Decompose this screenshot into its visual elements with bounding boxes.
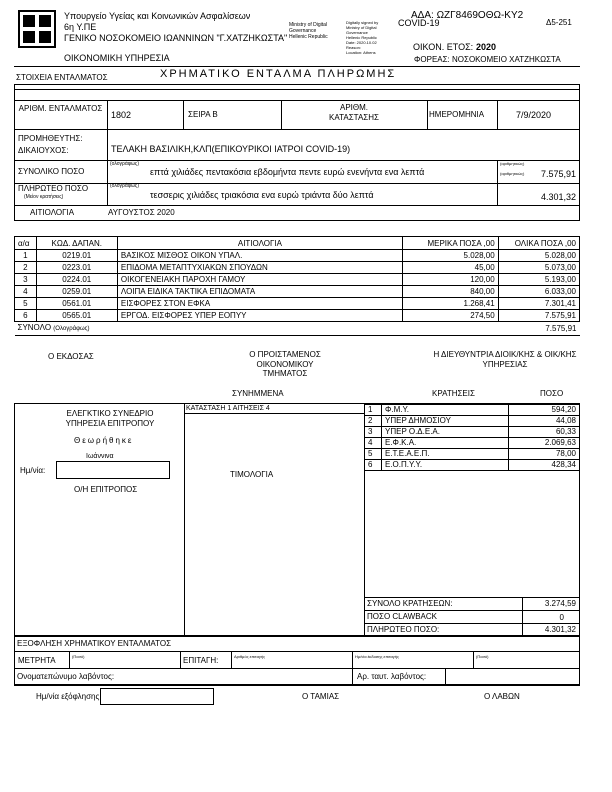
expense-description: ΕΡΓΟΔ. ΕΙΣΦΟΡΕΣ ΥΠΕΡ ΕΟΠΥΥ — [117, 310, 402, 322]
deduction-name: ΥΠΕΡ Ο.Δ.Ε.Α. — [382, 427, 509, 438]
cheque-amount-tag: (Ποσό) — [476, 654, 489, 659]
stamp-line: Date: 2020.10.02 — [346, 40, 377, 45]
deduction-amount: 78,00 — [509, 449, 580, 460]
deduction-index: 1 — [365, 405, 382, 416]
approval-date-label: Ημ/νία: — [20, 466, 46, 475]
table-total-value: 7.575,91 — [498, 322, 579, 336]
net-payable-amount: 4.301,32 — [544, 625, 576, 634]
deduction-amount: 44,08 — [509, 416, 580, 427]
deduction-index: 3 — [365, 427, 382, 438]
in-figures-tag: (αριθμητικώς) — [500, 171, 525, 176]
finance-head-signature-label: Ο ΠΡΟΙΣΤΑΜΕΝΟΣ ΟΙΚΟΝΟΜΙΚΟΥ ΤΜΗΜΑΤΟΣ — [249, 350, 321, 379]
deduction-amount: 428,34 — [509, 460, 580, 471]
agency-name: ΦΟΡΕΑΣ: ΝΟΣΟΚΟΜΕΙΟ ΧΑΤΖΗΚΩΣΤΑ — [414, 55, 561, 64]
total-label-cell — [15, 322, 499, 336]
stamp-line: Hellenic Republic — [346, 35, 377, 40]
issuer-signature-label: Ο ΕΚΔΟΣΑΣ — [48, 352, 94, 361]
deduction-row — [365, 449, 580, 460]
row-index: 5 — [15, 298, 37, 310]
deduction-name: Ε.Τ.Ε.Α.Ε.Π. — [382, 449, 509, 460]
total-deductions: 3.274,59 — [544, 599, 576, 608]
table-row — [15, 250, 580, 262]
expense-description: ΕΙΣΦΟΡΕΣ ΣΤΟΝ ΕΦΚΑ — [117, 298, 402, 310]
partial-amount: 1.268,41 — [402, 298, 498, 310]
table-row — [15, 262, 580, 274]
hospital-name: ΓΕΝΙΚΟ ΝΟΣΟΚΟΜΕΙΟ ΙΩΑΝΝΙΝΩΝ "Γ.ΧΑΤΖΗΚΩΣΤΑ" — [64, 33, 288, 43]
payable-sub-label: (Μείον κρατήσεις) — [24, 194, 64, 200]
deduction-row — [365, 416, 580, 427]
service-name: ΟΙΚΟΝΟΜΙΚΗ ΥΠΗΡΕΣΙΑ — [64, 53, 170, 63]
deduction-row — [365, 405, 580, 416]
clawback-amount: 0 — [559, 613, 564, 622]
table-total-row — [15, 322, 580, 336]
expense-code: 0561.01 — [36, 298, 117, 310]
deduction-amount: 60,33 — [509, 427, 580, 438]
total-amount-words: επτά χιλιάδες πεντακόσια εβδομήντα πεντε ευρώ ενενήντα ενα λεπτά — [150, 167, 425, 177]
running-total: 6.033,00 — [498, 286, 579, 298]
row-index: 6 — [15, 310, 37, 322]
expense-description: ΛΟΙΠΑ ΕΙΔΙΚΑ ΤΑΚΤΙΚΑ ΕΠΙΔΟΜΑΤΑ — [117, 286, 402, 298]
total-deductions-label: ΣΥΝΟΛΟ ΚΡΑΤΗΣΕΩΝ: — [367, 599, 453, 608]
warrant-elements-label: ΣΤΟΙΧΕΙΑ ΕΝΤΑΛΜΑΤΟΣ — [16, 73, 108, 82]
page-title: ΧΡΗΜΑΤΙΚΟ ΕΝΤΑΛΜΑ ΠΛΗΡΩΜΗΣ — [160, 68, 397, 80]
in-figures-tag: (αριθμητικώς) — [500, 161, 525, 166]
partial-amount: 120,00 — [402, 274, 498, 286]
invoices-label: ΤΙΜΟΛΟΓΙΑ — [230, 470, 274, 479]
deduction-amount-label: ΠΟΣΟ — [540, 389, 564, 398]
deduction-row — [365, 460, 580, 471]
stamp-line: Governance — [346, 30, 368, 35]
expense-code: 0259.01 — [36, 286, 117, 298]
cheque-number-tag: Αριθμός επιταγής — [234, 654, 266, 659]
total-amount: 7.575,91 — [540, 169, 576, 179]
total-amount-label: ΣΥΝΟΛΙΚΟ ΠΟΣΟ — [18, 167, 85, 176]
digital-signature-line: Governance — [289, 28, 317, 34]
expense-code: 0565.01 — [36, 310, 117, 322]
expense-code: 0223.01 — [36, 262, 117, 274]
table-total-tag: (Ολογράφως) — [53, 326, 90, 332]
deductions-label: ΚΡΑΤΗΣΕΙΣ — [432, 389, 475, 398]
expense-description: ΒΑΣΙΚΟΣ ΜΙΣΘΟΣ ΟΙΚΟΝ ΥΠΑΛ. — [117, 250, 402, 262]
deduction-name: ΥΠΕΡ ΔΗΜΟΣΙΟΥ — [382, 416, 509, 427]
deduction-index: 2 — [365, 416, 382, 427]
expense-code: 0219.01 — [36, 250, 117, 262]
covid-tag: COVID-19 — [398, 18, 440, 28]
stamp-line: Digitally signed by — [346, 20, 379, 25]
expense-description: ΟΙΚΟΓΕΝΕΙΑΚΗ ΠΑΡΟΧΗ ΓΑΜΟΥ — [117, 274, 402, 286]
director-signature-label: Η ΔΙΕΥΘΥΝΤΡΙΑ ΔΙΟΙΚ/ΚΗΣ & ΟΙΚ/ΚΗΣ ΥΠΗΡΕΣΙΑΣ — [433, 350, 577, 369]
attached-item: ΚΑΤΑΣΤΑΣΗ 1 ΑΙΤΗΣΕΙΣ 4 — [186, 405, 270, 412]
settlement-label: ΕΞΟΦΛΗΣΗ ΧΡΗΜΑΤΙΚΟΥ ΕΝΤΑΛΜΑΤΟΣ — [17, 639, 172, 648]
settlement-date-field[interactable] — [100, 688, 214, 705]
receiver-name-label: Ονοματεπώνυμο λαβόντος: — [17, 672, 115, 681]
row-index: 1 — [15, 250, 37, 262]
reason-text: ΑΥΓΟΥΣΤΟΣ 2020 — [108, 208, 175, 217]
city-label: Ιωάννινα — [86, 453, 114, 460]
deduction-amount: 594,20 — [509, 405, 580, 416]
table-row — [15, 298, 580, 310]
row-index: 4 — [15, 286, 37, 298]
expense-description: ΕΠΙΔΟΜΑ ΜΕΤΑΠΤΥΧΙΑΚΩΝ ΣΠΟΥΔΩΝ — [117, 262, 402, 274]
attached-label: ΣΥΝΗΜΜΕΝΑ — [232, 389, 284, 398]
reason-label: ΑΙΤΙΟΛΟΓΙΑ — [30, 208, 75, 217]
government-emblem — [18, 10, 56, 48]
cash-amount-tag: (Ποσό) — [72, 654, 85, 659]
table-row — [15, 310, 580, 322]
column-header-code: ΚΩΔ. ΔΑΠΑΝ. — [36, 237, 117, 250]
deduction-row — [365, 427, 580, 438]
cheque-date-tag: Ημ/νία έκδοσης επιταγής — [355, 654, 399, 659]
deductions-table — [364, 404, 580, 471]
digital-signature-line: Ministry of Digital — [289, 22, 328, 28]
approved-label: Θεωρήθηκε — [74, 436, 134, 445]
fiscal-year: 2020 — [476, 42, 497, 52]
running-total: 5.193,00 — [498, 274, 579, 286]
stamp-line: Reason: — [346, 45, 361, 50]
audit-office-label: ΕΛΕΓΚΤΙΚΟ ΣΥΝΕΔΡΙΟ ΥΠΗΡΕΣΙΑ ΕΠΙΤΡΟΠΟΥ — [65, 409, 155, 428]
in-words-tag: (ολογράφως) — [110, 183, 140, 189]
deduction-name: Ε.Ο.Π.Υ.Υ. — [382, 460, 509, 471]
expense-items-table — [14, 236, 580, 336]
ada-code: ΑΔΑ: ΩΖΓ8469ΟΘΩ-ΚΥ2 — [411, 10, 524, 21]
payable-amount-label: ΠΛΗΡΩΤΕΟ ΠΟΣΟ — [18, 184, 89, 193]
header-rule — [14, 66, 580, 67]
deduction-index: 6 — [365, 460, 382, 471]
warrant-number: 1802 — [111, 110, 132, 120]
form-code: Δ5-251 — [546, 18, 572, 27]
warrant-date: 7/9/2020 — [516, 110, 552, 120]
cheque-label: ΕΠΙΤΑΓΗ: — [183, 656, 219, 665]
running-total: 5.073,00 — [498, 262, 579, 274]
stamp-line: Ministry of Digital — [346, 25, 377, 30]
payable-amount-words: τεσσερις χιλιάδες τριακόσια ενα ευρώ τριάντα δύο λεπτά — [150, 190, 374, 200]
settlement-date-label: Ημ/νία εξόφλησης: — [36, 692, 102, 701]
row-index: 2 — [15, 262, 37, 274]
table-row — [15, 286, 580, 298]
cash-label: ΜΕΤΡΗΤΑ — [18, 656, 56, 665]
table-header-row — [15, 237, 580, 250]
table-row — [15, 274, 580, 286]
row-index: 3 — [15, 274, 37, 286]
receiver-label: Ο ΛΑΒΩΝ — [484, 692, 520, 701]
clawback-label: ΠΟΣΟ CLAWBACK — [367, 612, 437, 621]
in-words-tag: (ολογράφως) — [110, 161, 140, 167]
partial-amount: 274,50 — [402, 310, 498, 322]
deduction-index: 5 — [365, 449, 382, 460]
digital-signature — [289, 22, 328, 40]
health-region: 6η Υ.ΠΕ — [64, 22, 97, 32]
net-payable-label: ΠΛΗΡΩΤΕΟ ΠΟΣΟ: — [367, 625, 440, 634]
receiver-id-label: Αρ. ταυτ. λαβόντος: — [357, 672, 427, 681]
warrant-number-label: ΑΡΙΘΜ. ΕΝΤΑΛΜΑΤΟΣ — [18, 104, 103, 113]
date-label: ΗΜΕΡΟΜΗΝΙΑ — [429, 110, 485, 119]
deduction-index: 4 — [365, 438, 382, 449]
supplier-name: ΤΕΛΑΚΗ ΒΑΣΙΛΙΚΗ,ΚΛΠ(ΕΠΙΚΟΥΡΙΚΟΙ ΙΑΤΡΟΙ COVID-19) — [111, 144, 351, 154]
supplier-label: ΠΡΟΜΗΘΕΥΤΗΣ: ΔΙΚΑΙΟΥΧΟΣ: — [18, 134, 83, 155]
table-total-label: ΣΥΝΟΛΟ — [17, 323, 52, 332]
commissioner-label: Ο/Η ΕΠΙΤΡΟΠΟΣ — [74, 485, 138, 494]
column-header-partial: ΜΕΡΙΚΑ ΠΟΣΑ ,00 — [402, 237, 498, 250]
expense-code: 0224.01 — [36, 274, 117, 286]
partial-amount: 5.028,00 — [402, 250, 498, 262]
partial-amount: 45,00 — [402, 262, 498, 274]
stamp-line: Location: Athens — [346, 50, 376, 55]
deduction-name: Φ.Μ.Υ. — [382, 405, 509, 416]
deduction-name: Ε.Φ.Κ.Α. — [382, 438, 509, 449]
running-total: 5.028,00 — [498, 250, 579, 262]
partial-amount: 840,00 — [402, 286, 498, 298]
column-header-reason: ΑΙΤΙΟΛΟΓΙΑ — [117, 237, 402, 250]
signature-stamp — [346, 20, 378, 55]
series-label: ΣΕΙΡΑ Β — [188, 110, 218, 119]
payable-amount: 4.301,32 — [540, 192, 576, 202]
running-total: 7.575,91 — [498, 310, 579, 322]
treasurer-label: Ο ΤΑΜΙΑΣ — [302, 692, 340, 701]
deduction-amount: 2.069,63 — [509, 438, 580, 449]
column-header-total: ΟΛΙΚΑ ΠΟΣΑ ,00 — [498, 237, 579, 250]
digital-signature-line: Hellenic Republic — [289, 34, 328, 40]
fiscal-year-label: ΟΙΚΟΝ. ΕΤΟΣ: — [413, 42, 474, 52]
deduction-row — [365, 438, 580, 449]
ministry-name: Υπουργείο Υγείας και Κοινωνικών Ασφαλίσεων — [64, 11, 251, 21]
column-header-index: α/α — [15, 237, 37, 250]
approval-date-field[interactable] — [56, 461, 170, 479]
running-total: 7.301,41 — [498, 298, 579, 310]
status-number-label: ΑΡΙΘΜ. ΚΑΤΑΣΤΑΣΗΣ — [329, 103, 379, 122]
